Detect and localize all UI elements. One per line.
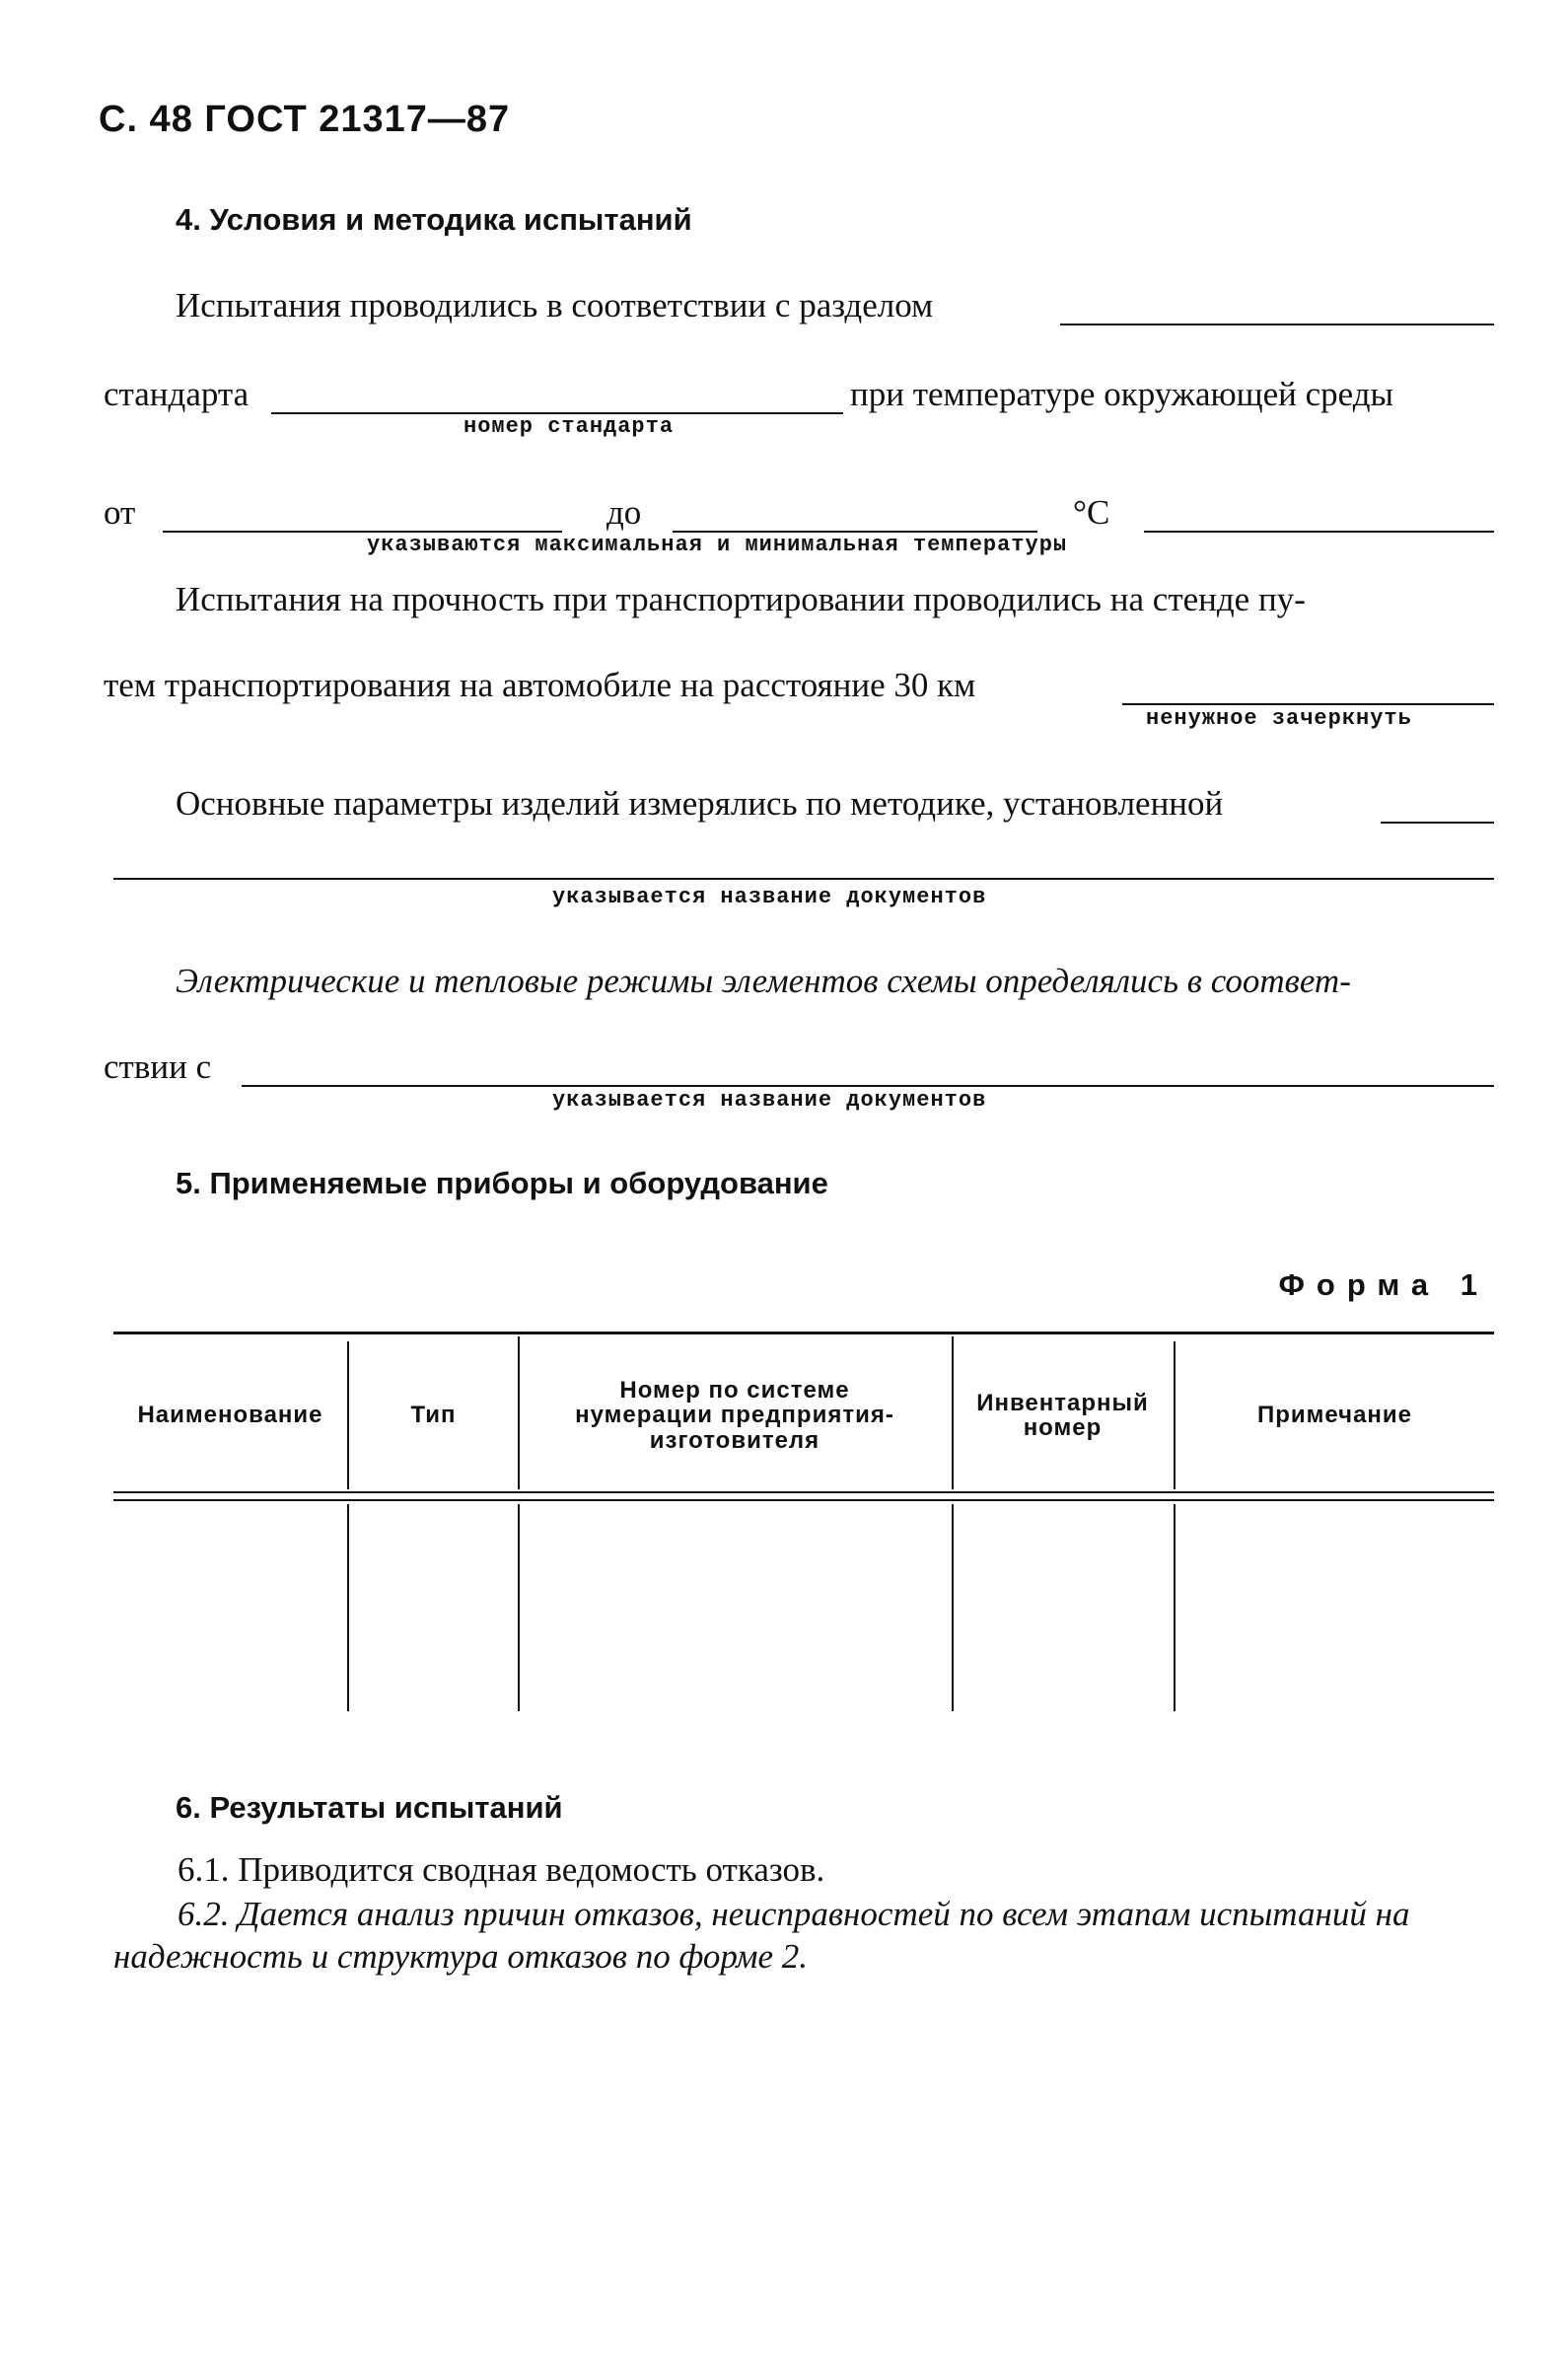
fill-line-strike[interactable] xyxy=(1122,703,1494,705)
caption-standard-number: номер стандарта xyxy=(463,414,675,439)
col-header-name: Наименование xyxy=(137,1402,323,1429)
para-1: Испытания проводились в соответствии с разделом xyxy=(176,286,934,324)
col-header-note: Примечание xyxy=(1256,1402,1413,1429)
fill-line-method-long[interactable] xyxy=(113,878,1494,880)
caption-documents-2: указывается название документов xyxy=(552,1088,987,1113)
page-header: С. 48 ГОСТ 21317—87 xyxy=(99,99,511,140)
table-header-rule-2 xyxy=(113,1499,1494,1501)
table-col-divider xyxy=(518,1504,520,1711)
col-header-inventory: Инвентарный номер xyxy=(976,1389,1149,1441)
fill-line-regime[interactable] xyxy=(242,1085,1494,1087)
fill-line-temp-extra[interactable] xyxy=(1144,531,1494,533)
table-col-divider xyxy=(1174,1504,1176,1711)
label-to: до xyxy=(606,493,642,532)
table-header-rule-1 xyxy=(113,1491,1494,1493)
label-from: от xyxy=(104,493,136,532)
table-col-divider xyxy=(952,1504,954,1711)
caption-temperatures: указываются максимальная и минимальная температуры xyxy=(367,533,1068,557)
table-top-rule xyxy=(113,1332,1494,1334)
caption-documents-1: указывается название документов xyxy=(552,885,987,909)
para-5: Основные параметры изделий измерялись по методике, установленной xyxy=(176,784,1224,823)
fill-line-method-short[interactable] xyxy=(1381,822,1494,824)
label-unit: °С xyxy=(1073,493,1110,532)
section-6-title: 6. Результаты испытаний xyxy=(176,1790,563,1825)
caption-strike: ненужное зачеркнуть xyxy=(1146,706,1412,731)
para-4-line2: тем транспортирования на автомобиле на расстояние 30 км xyxy=(104,666,976,704)
section-5-title: 5. Применяемые приборы и оборудование xyxy=(176,1166,828,1200)
table-col-divider xyxy=(952,1336,954,1489)
item-6-1: 6.1. Приводится сводная ведомость отказов. xyxy=(178,1850,825,1889)
form-label: Форма 1 xyxy=(1278,1267,1489,1302)
para-6-line1: Электрические и тепловые режимы элементов схемы определялись в соответ- xyxy=(176,962,1351,1000)
section-4-title: 4. Условия и методика испытаний xyxy=(176,202,692,237)
table-col-divider xyxy=(347,1504,349,1711)
col-header-number: Номер по системе нумерации предприятия-изготовителя xyxy=(575,1377,894,1454)
para-4-line1: Испытания на прочность при транспортировании проводились на стенде пу- xyxy=(176,580,1306,618)
para-2-prefix: стандарта xyxy=(104,375,249,413)
col-header-type: Тип xyxy=(410,1402,457,1429)
para-6-line2: ствии с xyxy=(104,1047,212,1086)
fill-line-section[interactable] xyxy=(1060,324,1494,325)
para-2-suffix: при температуре окружающей среды xyxy=(850,375,1394,413)
table-col-divider xyxy=(518,1336,520,1489)
item-6-2: 6.2. Дается анализ причин отказов, неисправностей по всем этапам испытаний на надежность и структура отказов по форме 2. xyxy=(113,1895,1410,1976)
